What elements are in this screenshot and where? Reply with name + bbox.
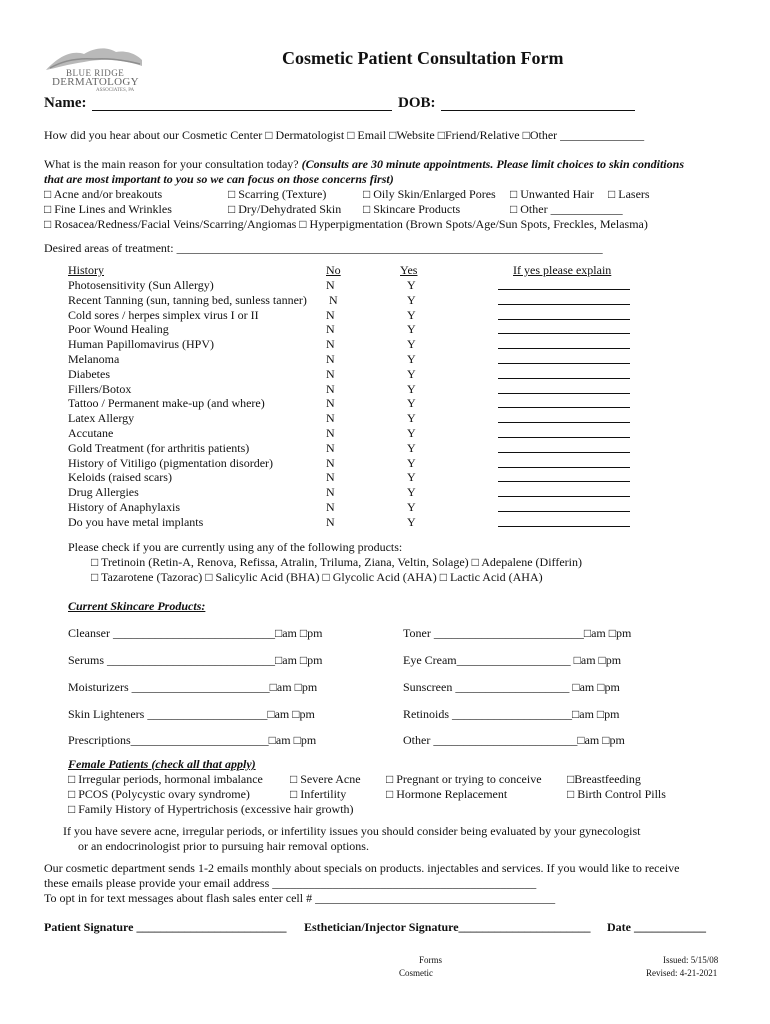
history-condition: Accutane [68, 426, 114, 440]
history-explain-field[interactable] [498, 496, 630, 497]
history-explain-field[interactable] [498, 363, 630, 364]
history-no-option[interactable]: N [326, 337, 335, 352]
concern-dry-skin[interactable]: □ Dry/Dehydrated Skin [228, 202, 342, 216]
history-condition: Melanoma [68, 352, 120, 366]
product-toner[interactable]: Toner _________________________□am □pm [403, 626, 632, 640]
product-retinoids[interactable]: Retinoids ____________________□am □pm [403, 707, 620, 721]
history-header-label: History [68, 263, 104, 277]
history-row [68, 382, 648, 397]
name-field[interactable] [92, 110, 392, 111]
history-no-option[interactable]: N [326, 440, 335, 455]
history-row [68, 352, 648, 367]
history-no-option[interactable]: N [326, 514, 335, 529]
using-line-2[interactable]: □ Tazarotene (Tazorac) □ Salicylic Acid (BHA) □ Glycolic Acid (AHA) □ Lactic Acid (AHA) [91, 570, 543, 584]
history-explain-field[interactable] [498, 526, 630, 527]
history-explain-field[interactable] [498, 378, 630, 379]
history-no-option[interactable]: N [326, 366, 335, 381]
history-yes-option[interactable]: Y [407, 500, 416, 514]
history-yes-option[interactable]: Y [407, 426, 416, 440]
using-question: Please check if you are currently using any of the following products: [68, 540, 403, 554]
reason-question [44, 157, 684, 172]
history-header-no: No [326, 263, 341, 277]
dob-label: DOB: [398, 95, 436, 111]
page-title: Cosmetic Patient Consultation Form [282, 48, 564, 68]
history-explain-field[interactable] [498, 319, 630, 320]
female-birth-control[interactable]: □ Birth Control Pills [567, 787, 666, 801]
history-condition: Poor Wound Healing [68, 322, 169, 337]
concern-skincare-products[interactable]: □ Skincare Products [363, 202, 461, 216]
history-explain-field[interactable] [498, 481, 630, 482]
using-line-1[interactable]: □ Tretinoin (Retin-A, Renova, Refissa, Atralin, Triluma, Ziana, Veltin, Solage) □ Adepalene (Differin) [91, 555, 582, 569]
advice-line-1: If you have severe acne, irregular periods, or infertility issues you should consider being evaluated by your gynecologist [63, 824, 641, 838]
footer-cosmetic: Cosmetic [399, 968, 433, 978]
product-prescriptions[interactable]: Prescriptions_______________________□am □pm [68, 733, 317, 747]
history-condition: History of Vitiligo (pigmentation disorder) [68, 455, 274, 470]
history-no-option[interactable]: N [326, 322, 335, 337]
history-explain-field[interactable] [498, 393, 630, 394]
reason-note-2: that are most important to you so we can focus on those concerns first) [44, 172, 394, 186]
history-yes-option[interactable]: Y [407, 514, 416, 529]
history-no-option[interactable]: N [326, 396, 335, 411]
history-explain-field[interactable] [498, 467, 630, 468]
name-label: Name: [44, 95, 87, 111]
logo-line3: ASSOCIATES, PA [96, 88, 135, 93]
history-no-option[interactable]: N [326, 426, 335, 440]
history-explain-field[interactable] [498, 348, 630, 349]
female-breastfeeding[interactable]: □Breastfeeding [567, 772, 641, 786]
history-explain-field[interactable] [498, 304, 630, 305]
history-condition: Drug Allergies [68, 485, 139, 500]
history-explain-field[interactable] [498, 511, 630, 512]
history-row [68, 337, 648, 352]
footer-forms: Forms [419, 955, 443, 965]
history-no-option[interactable]: N [326, 500, 335, 514]
history-condition: Cold sores / herpes simplex virus I or II [68, 307, 259, 322]
female-heading: Female Patients (check all that apply) [68, 757, 256, 771]
text-opt-in-field[interactable]: To opt in for text messages about flash sales enter cell # ________________________________________ [44, 891, 556, 905]
history-row [68, 367, 648, 382]
logo [44, 44, 144, 94]
current-skincare-heading: Current Skincare Products: [68, 599, 206, 613]
history-yes-option[interactable]: Y [407, 455, 416, 470]
history-row [68, 485, 648, 500]
advice-line-2: or an endocrinologist prior to pursuing hair removal options. [78, 839, 369, 853]
dob-field[interactable] [441, 110, 635, 111]
history-condition: Gold Treatment (for arthritis patients) [68, 440, 250, 455]
history-condition: Diabetes [68, 366, 110, 381]
history-no-option[interactable]: N [326, 352, 335, 366]
reason-note-1: (Consults are 30 minute appointments. Please limit choices to skin conditions [301, 157, 684, 171]
logo-line2: DERMATOLOGY [52, 76, 139, 88]
history-row [68, 470, 648, 485]
female-hormone-replacement[interactable]: □ Hormone Replacement [386, 787, 508, 801]
footer-revised: Revised: 4-21-2021 [646, 968, 718, 978]
history-yes-option[interactable]: Y [407, 440, 416, 455]
email-line-1: Our cosmetic department sends 1-2 emails monthly about specials on products. injectables and services. If you would like to receive [44, 861, 680, 875]
product-eye-cream[interactable]: Eye Cream___________________ □am □pm [403, 653, 622, 667]
female-pcos[interactable]: □ PCOS (Polycystic ovary syndrome) [68, 787, 250, 801]
concern-fine-lines[interactable]: □ Fine Lines and Wrinkles [44, 202, 172, 216]
history-condition: Photosensitivity (Sun Allergy) [68, 278, 214, 292]
history-yes-option[interactable]: Y [407, 485, 416, 500]
logo-line1: BLUE RIDGE [66, 68, 125, 78]
concern-oily-skin[interactable]: □ Oily Skin/Enlarged Pores [363, 187, 496, 201]
history-condition: History of Anaphylaxis [68, 500, 180, 514]
history-header [68, 263, 648, 278]
history-yes-option[interactable]: Y [407, 470, 416, 485]
footer-issued: Issued: 5/15/08 [663, 955, 719, 965]
female-infertility[interactable]: □ Infertility [290, 787, 347, 801]
history-row [68, 308, 648, 323]
history-condition: Fillers/Botox [68, 381, 132, 396]
history-row [68, 426, 648, 441]
history-header-yes: Yes [400, 263, 418, 277]
female-irregular-periods[interactable]: □ Irregular periods, hormonal imbalance [68, 772, 263, 786]
concern-unwanted-hair[interactable]: □ Unwanted Hair [510, 187, 594, 201]
history-no-option[interactable]: N [326, 470, 335, 485]
hear-about-question[interactable]: How did you hear about our Cosmetic Center □ Dermatologist □ Email □Website □Friend/Relative □Other ______________ [44, 128, 645, 142]
history-yes-option[interactable]: Y [407, 352, 416, 366]
history-condition: Keloids (raised scars) [68, 470, 172, 485]
history-table [0, 263, 770, 533]
patient-signature[interactable]: Patient Signature _________________________ [44, 920, 287, 934]
product-serums[interactable]: Serums ____________________________□am □pm [68, 653, 323, 667]
history-yes-option[interactable]: Y [407, 411, 416, 426]
history-explain-field[interactable] [498, 289, 630, 290]
history-condition: Recent Tanning (sun, tanning bed, sunless tanner) [68, 292, 307, 307]
history-yes-option[interactable]: Y [407, 381, 416, 396]
history-explain-field[interactable] [498, 437, 630, 438]
history-row [68, 293, 648, 308]
product-skin-lighteners[interactable]: Skin Lighteners ____________________□am □pm [68, 707, 315, 721]
female-pregnant[interactable]: □ Pregnant or trying to conceive [386, 772, 542, 786]
history-row [68, 456, 648, 471]
history-explain-field[interactable] [498, 452, 630, 453]
date-field[interactable]: Date ____________ [607, 920, 706, 934]
history-explain-field[interactable] [498, 407, 630, 408]
esthetician-signature[interactable]: Esthetician/Injector Signature______________________ [304, 920, 591, 934]
history-condition: Tattoo / Permanent make-up (and where) [68, 396, 265, 411]
concern-lasers[interactable]: □ Lasers [608, 187, 650, 201]
history-no-option[interactable]: N [326, 278, 335, 292]
history-no-option[interactable]: N [326, 307, 335, 322]
product-other[interactable]: Other ________________________□am □pm [403, 733, 625, 747]
concern-acne[interactable]: □ Acne and/or breakouts [44, 187, 163, 201]
female-hypertrichosis[interactable]: □ Family History of Hypertrichosis (excessive hair growth) [68, 802, 354, 816]
history-yes-option[interactable]: Y [407, 278, 416, 292]
desired-areas-field[interactable]: Desired areas of treatment: _______________________________________________________________________ [44, 241, 603, 255]
concern-rosacea-hyperpigmentation[interactable]: □ Rosacea/Redness/Facial Veins/Scarring/Angiomas □ Hyperpigmentation (Brown Spots/Age/Sun Spots, Freckles, Melasma) [44, 217, 648, 231]
history-no-option[interactable]: N [326, 411, 335, 426]
history-explain-field[interactable] [498, 422, 630, 423]
history-row [68, 278, 648, 293]
history-no-option[interactable]: N [326, 455, 335, 470]
history-no-option[interactable]: N [326, 485, 335, 500]
reason-text: What is the main reason for your consultation today? [44, 157, 302, 171]
history-condition: Human Papillomavirus (HPV) [68, 337, 214, 352]
history-row [68, 411, 648, 426]
history-condition: Do you have metal implants [68, 514, 204, 529]
email-field[interactable]: these emails please provide your email address ____________________________________________ [44, 876, 537, 890]
history-row [68, 515, 648, 530]
history-row [68, 396, 648, 411]
concern-scarring[interactable]: □ Scarring (Texture) [228, 187, 327, 201]
history-row [68, 500, 648, 515]
history-row [68, 441, 648, 456]
history-no-option[interactable]: N [329, 292, 338, 307]
history-row [68, 322, 648, 337]
history-yes-option[interactable]: Y [407, 292, 416, 307]
history-yes-option[interactable]: Y [407, 322, 416, 337]
product-moisturizers[interactable]: Moisturizers _______________________□am □pm [68, 680, 318, 694]
history-yes-option[interactable]: Y [407, 307, 416, 322]
history-explain-field[interactable] [498, 333, 630, 334]
history-condition: Latex Allergy [68, 411, 135, 426]
history-yes-option[interactable]: Y [407, 366, 416, 381]
product-sunscreen[interactable]: Sunscreen ___________________ □am □pm [403, 680, 620, 694]
history-yes-option[interactable]: Y [407, 396, 416, 411]
concern-other[interactable]: □ Other ____________ [510, 202, 623, 216]
female-severe-acne[interactable]: □ Severe Acne [290, 772, 361, 786]
history-yes-option[interactable]: Y [407, 337, 416, 352]
product-cleanser[interactable]: Cleanser ___________________________□am □pm [68, 626, 323, 640]
history-header-explain: If yes please explain [513, 263, 612, 277]
history-no-option[interactable]: N [326, 381, 335, 396]
